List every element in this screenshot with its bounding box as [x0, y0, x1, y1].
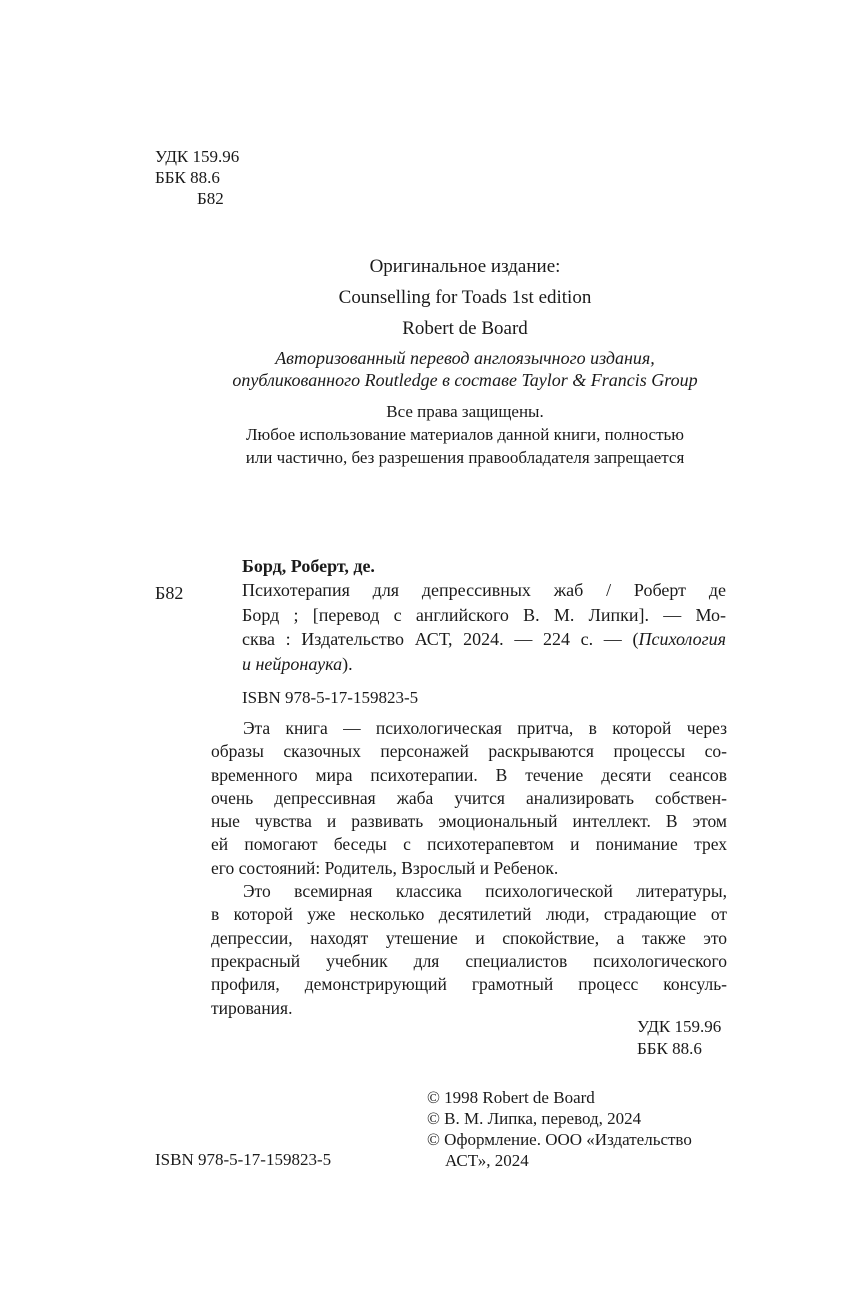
rights-line-1: Все права защищены.	[386, 402, 544, 421]
copyright-block	[427, 1087, 692, 1171]
catalog-author-heading: Борд, Роберт, де.	[242, 556, 375, 576]
series-title-part-1: Психология	[638, 629, 726, 650]
annotation-line: его состояний: Родитель, Взрослый и Ребенок.	[211, 857, 559, 878]
annotation-line: образы сказочных персонажей раскрываются процессы со-	[211, 741, 727, 762]
catalog-line-4-text: ).	[342, 654, 353, 675]
annotation-line: ные чувства и развивать эмоциональный интеллект. В этом	[211, 811, 727, 832]
annotation-line: временного мира психотерапии. В течение десяти сеансов	[211, 764, 727, 785]
bbk-code: ББК 88.6	[155, 168, 220, 187]
copyright-line-1: © 1998 Robert de Board	[427, 1088, 595, 1107]
udk-code: УДК 159.96	[155, 147, 240, 166]
classification-top	[155, 146, 239, 209]
catalog-line-1: Психотерапия для депрессивных жаб / Роберт де	[242, 580, 726, 600]
copyright-line-3: © Оформление. ООО «Издательство	[427, 1130, 692, 1149]
classification-bottom	[637, 1016, 721, 1060]
catalog-entry	[242, 578, 726, 677]
annotation-line: очень депрессивная жаба учится анализировать собствен-	[211, 787, 727, 808]
annotation-line: депрессии, находят утешение и спокойствие, а также это	[211, 927, 727, 948]
original-title: Counselling for Toads 1st edition	[338, 287, 592, 308]
rights-notice	[100, 400, 830, 469]
annotation-line: профиля, демонстрирующий грамотный процесс консуль-	[211, 974, 727, 995]
author-mark: Б82	[197, 189, 224, 208]
catalog-line-4	[242, 652, 726, 677]
rights-line-2: Любое использование материалов данной книги, полностью	[246, 425, 684, 444]
authorization-line-1: Авторизованный перевод англоязычного издания,	[275, 348, 655, 368]
isbn-bottom: ISBN 978-5-17-159823-5	[155, 1150, 332, 1169]
annotation-line: Это всемирная классика психологической литературы,	[243, 881, 727, 902]
authorization-note	[100, 347, 830, 391]
original-author: Robert de Board	[402, 318, 528, 339]
original-edition-label: Оригинальное издание:	[369, 256, 561, 277]
annotation	[211, 717, 727, 1020]
catalog-line-2: Борд ; [перевод с английского В. М. Липки]. — Мо-	[242, 604, 726, 625]
catalog-line-3	[242, 627, 726, 652]
annotation-line: прекрасный учебник для специалистов психологического	[211, 950, 727, 971]
udk-code-bottom: УДК 159.96	[637, 1017, 722, 1036]
annotation-line: ей помогают беседы с психотерапевтом и понимание трех	[211, 834, 727, 855]
annotation-line: Эта книга — психологическая притча, в которой через	[243, 718, 727, 738]
isbn-middle: ISBN 978-5-17-159823-5	[242, 688, 419, 707]
series-title-part-2: и нейронаука	[242, 654, 343, 675]
annotation-line: тирования.	[211, 997, 293, 1018]
annotation-line: в которой уже несколько десятилетий люди, страдающие от	[211, 904, 727, 925]
catalog-line-3-text: сква : Издательство АСТ, 2024. — 224 с. — (	[242, 629, 639, 650]
original-edition	[100, 251, 830, 344]
copyright-line-2: © В. М. Липка, перевод, 2024	[427, 1109, 642, 1128]
catalog-author-mark: Б82	[155, 583, 184, 603]
authorization-line-2: опубликованного Routledge в составе Taylor & Francis Group	[232, 370, 698, 390]
rights-line-3: или частично, без разрешения правообладателя запрещается	[245, 448, 685, 467]
bbk-code-bottom: ББК 88.6	[637, 1039, 702, 1058]
copyright-line-4: АСТ», 2024	[445, 1151, 529, 1170]
